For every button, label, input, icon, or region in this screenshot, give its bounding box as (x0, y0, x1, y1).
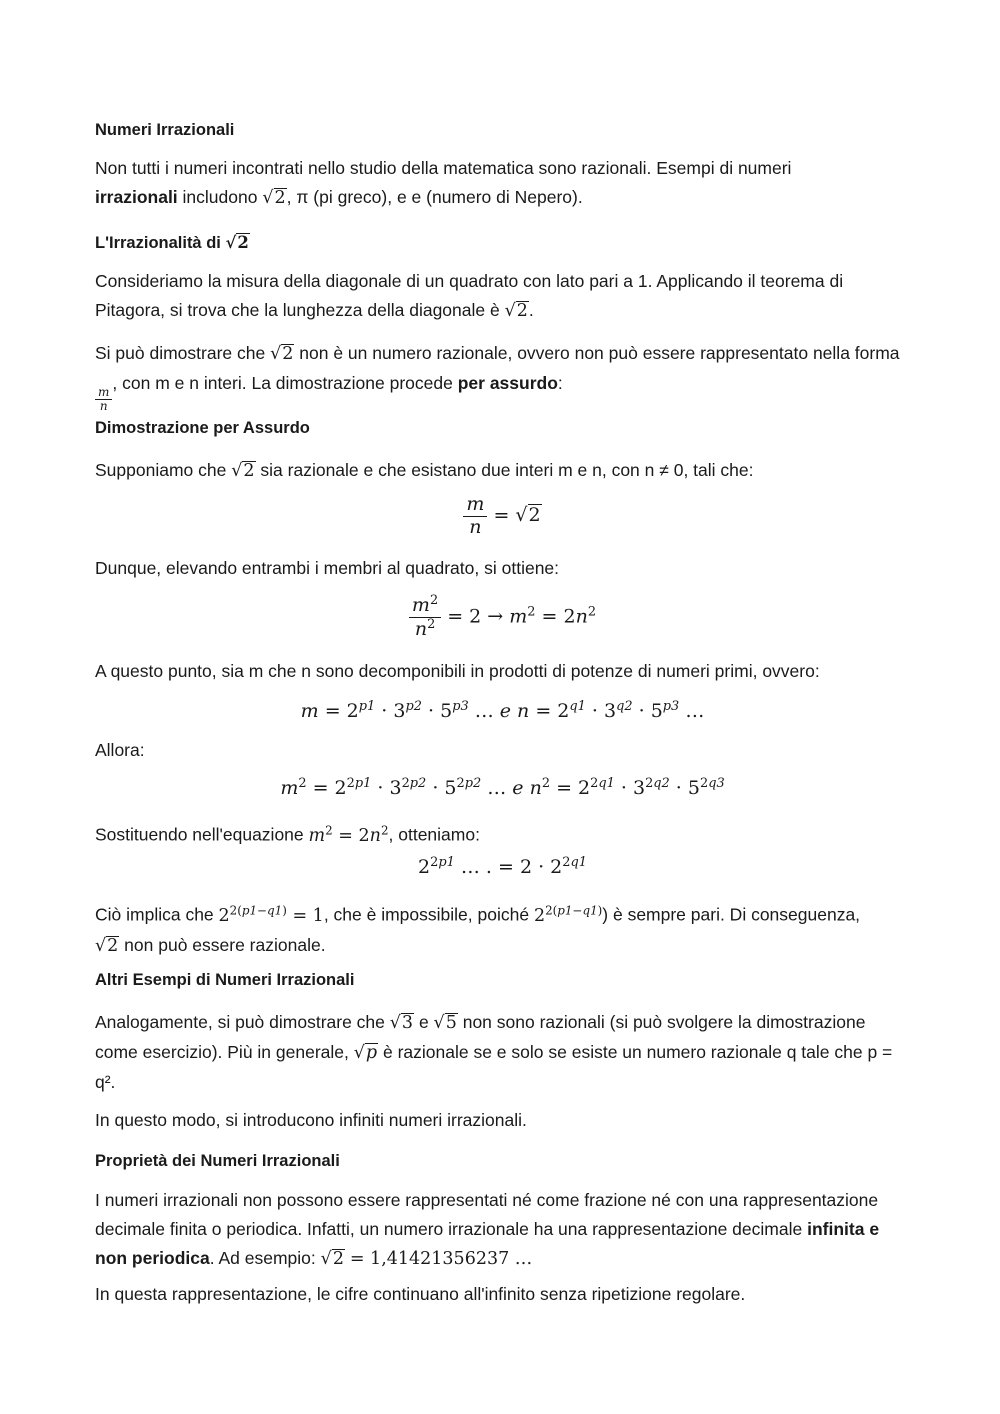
sqrt2-symbol: √2 (320, 1249, 344, 1269)
sqrt2-symbol: √2 (225, 233, 249, 252)
then-text: Allora: (95, 740, 145, 760)
sqrt-p-symbol: √p (353, 1043, 378, 1063)
equation-m-over-n-sqrt2: $\frac{m}{n}$ = √2 (95, 494, 910, 539)
page-title: Numeri Irrazionali (95, 121, 235, 139)
sqrt2-symbol: √2 (262, 188, 286, 208)
intro-text-2: includono (182, 187, 258, 207)
section-heading-other-examples: Altri Esempi di Numeri Irrazionali (95, 971, 355, 989)
analog-paragraph: Analogamente, si può dimostrare che √3 e √5 non sono razionali (si può svolgere la dimostrazione come esercizio). Più in generale, √p è razionale se e solo se esiste un numero razionale q tale che p = q². (95, 1012, 893, 1092)
bold-infinite-non-periodic: infinita e non periodica (95, 1219, 880, 1268)
equation-squared-factorization: $m^2 = 2^{2p1} \cdot 3^{2p2} \cdot 5^{2p2}$ … e $n^2 = 2^{2q1} \cdot 3^{2q2} \cdot 5^{2q3}$ (280, 776, 725, 800)
sqrt5-symbol: √5 (433, 1013, 457, 1033)
implication-paragraph: Ciò implica che $2^{2(p1-q1)} = 1$, che è impossibile, poiché $2^{2(p1-q1)}$) è sempre pari. Di conseguenza, √2 non può essere razionale. (95, 903, 861, 956)
suppose-paragraph: Supponiamo che √2 sia razionale e che esistano due interi m e n, con n ≠ 0, tali che: (95, 460, 754, 481)
equation-squared: $\frac{m^2}{n^2}$ = $2 \to m^2 = 2n^2$ (95, 594, 910, 641)
section-heading-proof: Dimostrazione per Assurdo (95, 419, 310, 437)
sqrt2-symbol: √2 (270, 344, 294, 364)
diagonal-paragraph: Consideriamo la misura della diagonale di un quadrato con lato pari a 1. Applicando il teorema di Pitagora, si trova che la lunghezza della diagonale è √2. (95, 271, 844, 321)
section-heading-sqrt2: L'Irrazionalità di √2 (95, 233, 249, 252)
section-heading-properties: Proprietà dei Numeri Irrazionali (95, 1152, 340, 1170)
squaring-text: Dunque, elevando entrambi i membri al quadrato, si ottiene: (95, 558, 560, 578)
sqrt2-symbol: √2 (504, 301, 528, 321)
fraction-m-over-n: $\frac{m}{n}$ (95, 386, 112, 412)
bold-per-assurdo: per assurdo (457, 373, 558, 393)
not-rational-paragraph: Si può dimostrare che √2 non è un numero razionale, ovvero non può essere rappresentato nella forma $\frac{m}{n}$ , con m e n interi. La dimostrazione procede per assurdo: (95, 343, 900, 413)
properties-paragraph: I numeri irrazionali non possono essere rappresentati né come frazione né con una rappresentazione decimale finita o periodica. Infatti, un numero irrazionale ha una rappresentazione decimale infinita e non periodica. Ad esempio: √2 = 1,41421356237 … (95, 1190, 880, 1269)
sqrt3-symbol: √3 (389, 1013, 414, 1033)
factorization-text: A questo punto, sia m che n sono decomponibili in prodotti di potenze di numeri primi, ovvero: (95, 661, 820, 681)
intro-bold-irrazionali: irrazionali (95, 187, 178, 207)
sqrt2-symbol: √2 (231, 461, 255, 481)
infinite-text: In questo modo, si introducono infiniti numeri irrazionali. (95, 1110, 527, 1130)
closing-text: In questa rappresentazione, le cifre continuano all'infinito senza ripetizione regolare. (95, 1284, 746, 1304)
equation-powers-of-two: $2^{2p1}$ … . = $2 \cdot 2^{2q1}$ (418, 855, 587, 879)
intro-paragraph (95, 154, 910, 213)
sqrt2-symbol: √2 (95, 935, 119, 956)
substitute-paragraph: Sostituendo nell'equazione $m^2 = 2n^2$, otteniamo: (95, 823, 480, 846)
intro-text: Non tutti i numeri incontrati nello studio della matematica sono razionali. Esempi di numeri (95, 158, 792, 178)
equation-prime-factorization: $m = 2^{p1} \cdot 3^{p2} \cdot 5^{p3}$ … e $n = 2^{q1} \cdot 3^{q2} \cdot 5^{p3}$ … (300, 699, 705, 723)
intro-text-3: , π (pi greco), e e (numero di Nepero). (286, 187, 583, 207)
